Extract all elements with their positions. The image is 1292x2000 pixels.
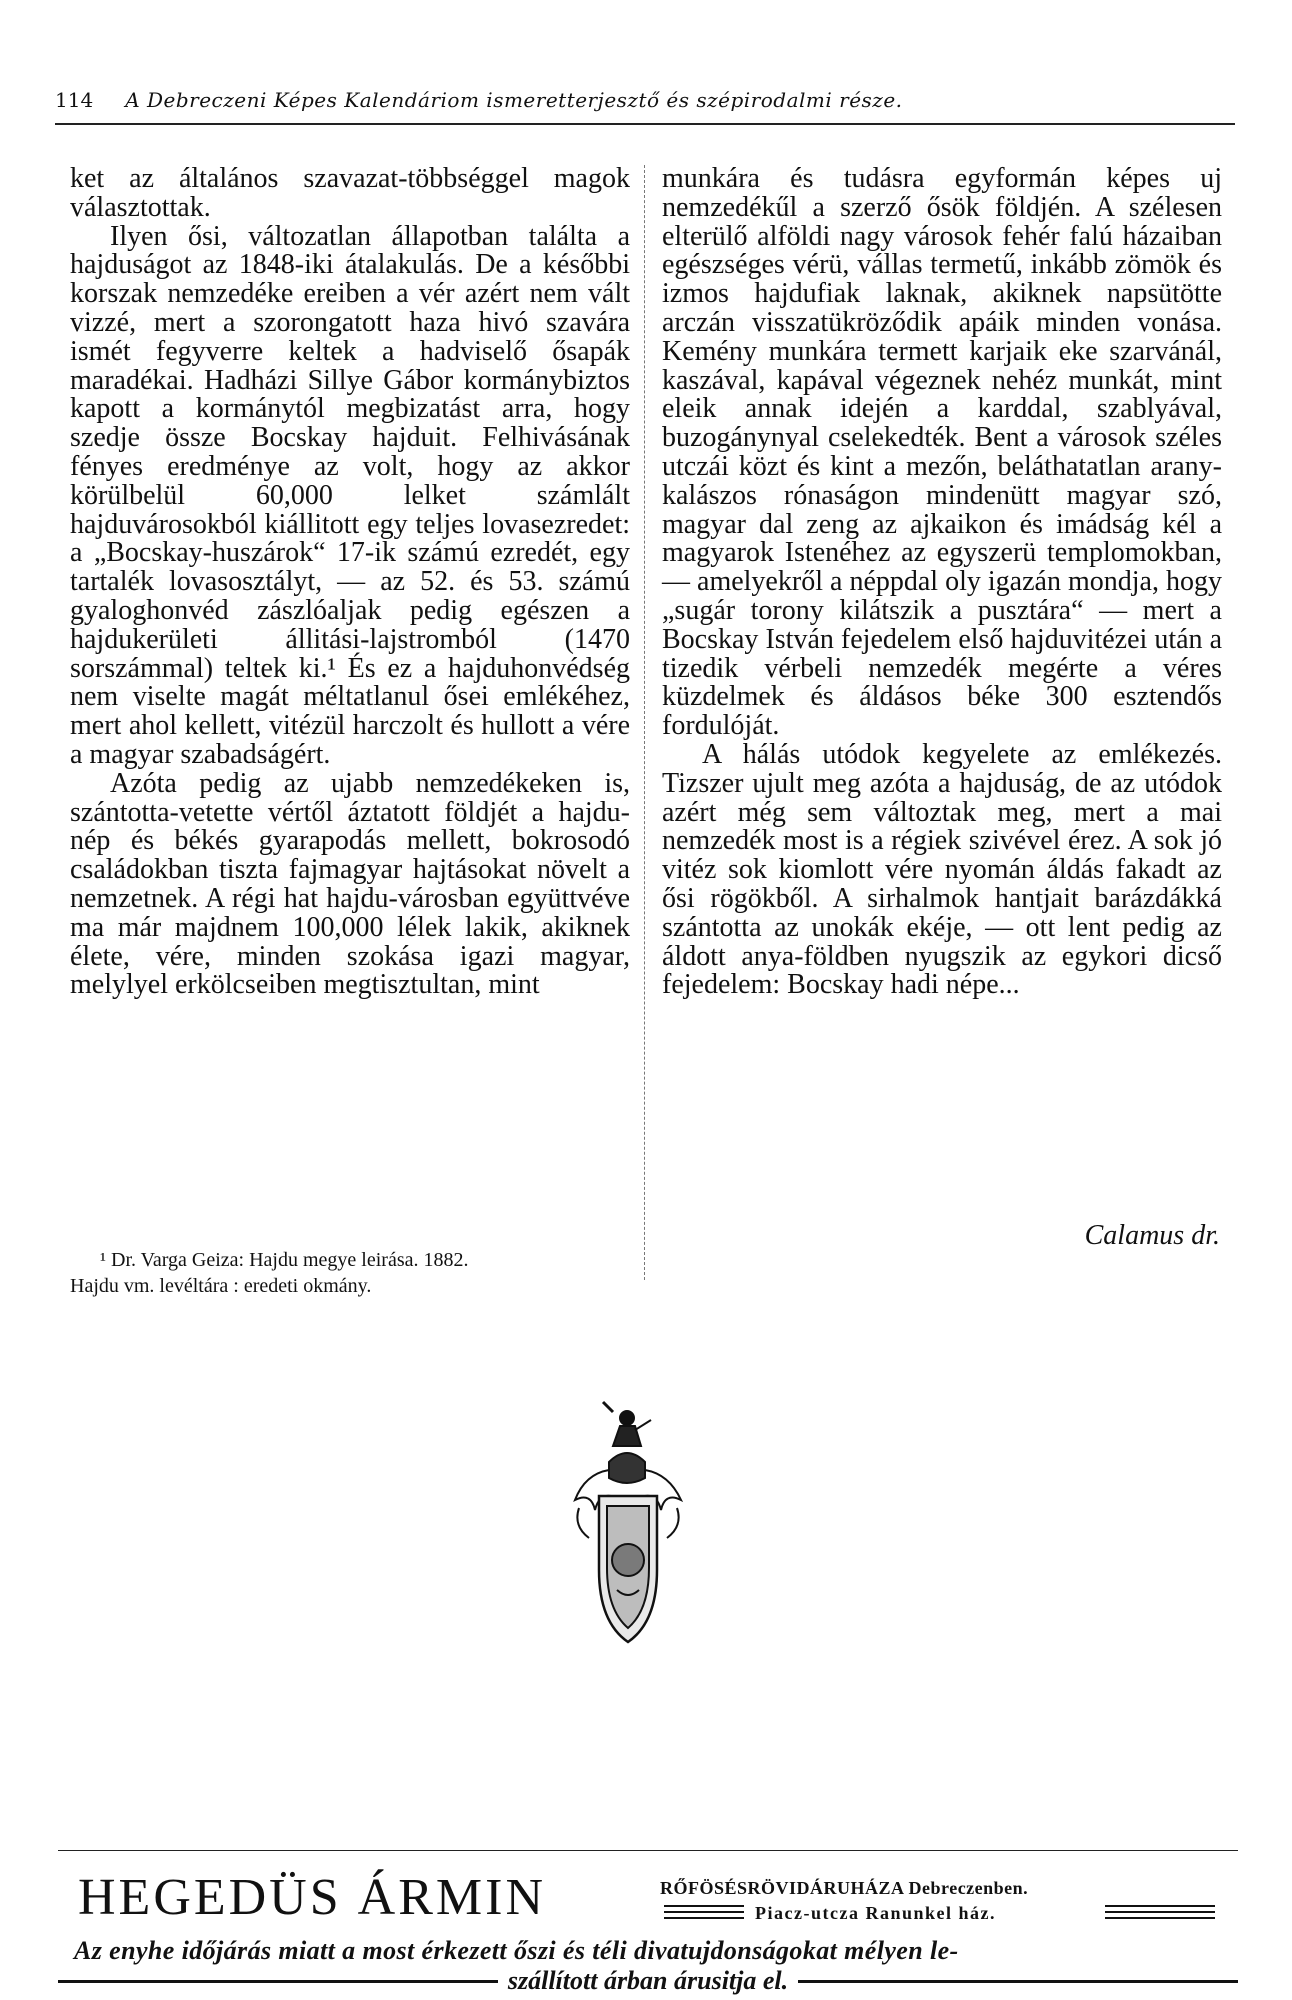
left-paragraph-1: ket az általános szavazat-többséggel magok választottak. xyxy=(70,163,630,223)
running-title: A Debreczeni Képes Kalendáriom ismeretterjesztő és szépirodalmi része. xyxy=(125,88,903,112)
advertisement-text-line-2-text: szállított árban árusitja el. xyxy=(507,1966,789,1995)
author-signature: Calamus dr. xyxy=(1084,1220,1220,1251)
advertisement-rule xyxy=(58,1850,1238,1851)
running-header xyxy=(55,88,1235,118)
advertiser-shop: RŐFÖSÉSRÖVIDÁRUHÁZA Debreczenben. xyxy=(660,1878,1029,1898)
ad-decorative-bars-right xyxy=(1105,1905,1215,1919)
advertiser-address: Piacz-utcza Ranunkel ház. xyxy=(755,1903,996,1923)
right-column xyxy=(662,165,1222,1000)
right-paragraph-2: A hálás utódok kegyelete az emlékezés. Tizszer ujult meg azóta a hajduság, de az utódok azért még sem változtak meg, mert a mai nemzedék most is a régiek szivével érez. A sok jó vitéz sok kiomlott vére nyomán áldás fakadt az ősi rögökből. A sirhalmok hantjait barázdákká szántotta az unokák ekéje, — ott lent pedig az áldott anya-földben nyugszik az egykori dicső fejedelem: Bocskay hadi népe... xyxy=(662,738,1222,1001)
footnote xyxy=(70,1247,630,1299)
column-divider xyxy=(644,165,645,1280)
advertisement-text-line-2 xyxy=(58,1966,1238,1996)
advertisement-text-line-1: Az enyhe időjárás miatt a most érkezett őszi és téli divatujdonságokat mélyen le- xyxy=(74,1936,959,1965)
header-rule xyxy=(55,123,1235,125)
hajdu-coat-of-arms-icon xyxy=(565,1400,695,1650)
right-paragraph-1: munkára és tudásra egyformán képes uj nemzedékűl a szerző ősök földjén. A szélesen elterülő alföldi nagy városok fehér falú házaiban egészséges vérü, vállas termetű, inkább zömök és izmos hajdufiak laknak, akiknek napsütötte arczán visszatükröződik apáik minden vonása. Kemény munkára termett karjaik eke szarvánál, kaszával, kapával végeznek nehéz munkát, mint eleik annak idején a karddal, szablyával, buzogánynyal cselekedték. Bent a városok széles utczái közt és kint a mezőn, beláthatatlan arany-kalászos rónaságon mindenütt magyar szó, magyar dal zeng az ajkaikon és imádság kél a magyarok Istenéhez az egyszerü templomokban, — amelyekről a néppdal oly igazán mondja, hogy „sugár torony kilátszik a pusztára“ — mert a Bocskay István fejedelem első hajduvitézei után a tizedik vérbeli nemzedék megérte a véres küzdelmek és áldásos béke 300 esztendős fordulóját. xyxy=(662,163,1222,742)
left-paragraph-3: Azóta pedig az ujabb nemzedékeken is, szántotta-vetette vértől áztatott földjét a hajdu-nép és békés gyarapodás mellett, bokrosodó családokban tiszta fajmagyar hajtásokat növelt a nemzetnek. A régi hat hajdu-városban együttvéve ma már majdnem 100,000 lélek lakik, akiknek élete, vére, minden szokása igazi magyar, melylyel erkölcseiben megtisztultan, mint xyxy=(70,767,630,1001)
ad-leader-left xyxy=(58,1980,498,1983)
page-number: 114 xyxy=(55,88,94,112)
ad-decorative-bars-left xyxy=(664,1905,744,1919)
advertiser-name: HEGEDÜS ÁRMIN xyxy=(78,1869,546,1926)
footnote-line-2: Hajdu vm. levéltára : eredeti okmány. xyxy=(70,1275,372,1297)
left-column xyxy=(70,165,630,1000)
ad-leader-right xyxy=(798,1980,1238,1983)
footnote-line-1: ¹ Dr. Varga Geiza: Hajdu megye leirása. 1882. xyxy=(100,1249,469,1271)
left-paragraph-2: Ilyen ősi, változatlan állapotban találta a hajduságot az 1848-iki átalakulás. De a későbbi korszak nemzedéke ereiben a vér azért nem vált vizzé, mert a szorongatott haza hivó szavára ismét fegyverre keltek a hadviselő ősapák maradékai. Hadházi Sillye Gábor kormánybiztos kapott a kormánytól megbizatást arra, hogy szedje össze Bocskay hajduit. Felhivásának fényes eredménye az volt, hogy az akkor körülbelül 60,000 lelket számlált hajduvárosokból kiállitott egy teljes lovasezredet: a „Bocskay-huszárok“ 17-ik számú ezredét, egy tartalék lovasosztályt, — az 52. és 53. számú gyaloghonvéd zászlóaljak pedig egészen a hajdukerületi állitási-lajstromból (1470 sorszámmal) teltek ki.¹ És ez a hajduhonvédség nem viselte magát méltatlanul ősei emlékéhez, mert ahol kellett, vitézül harczolt és hullott a vére a magyar szabadságért. xyxy=(70,220,630,770)
